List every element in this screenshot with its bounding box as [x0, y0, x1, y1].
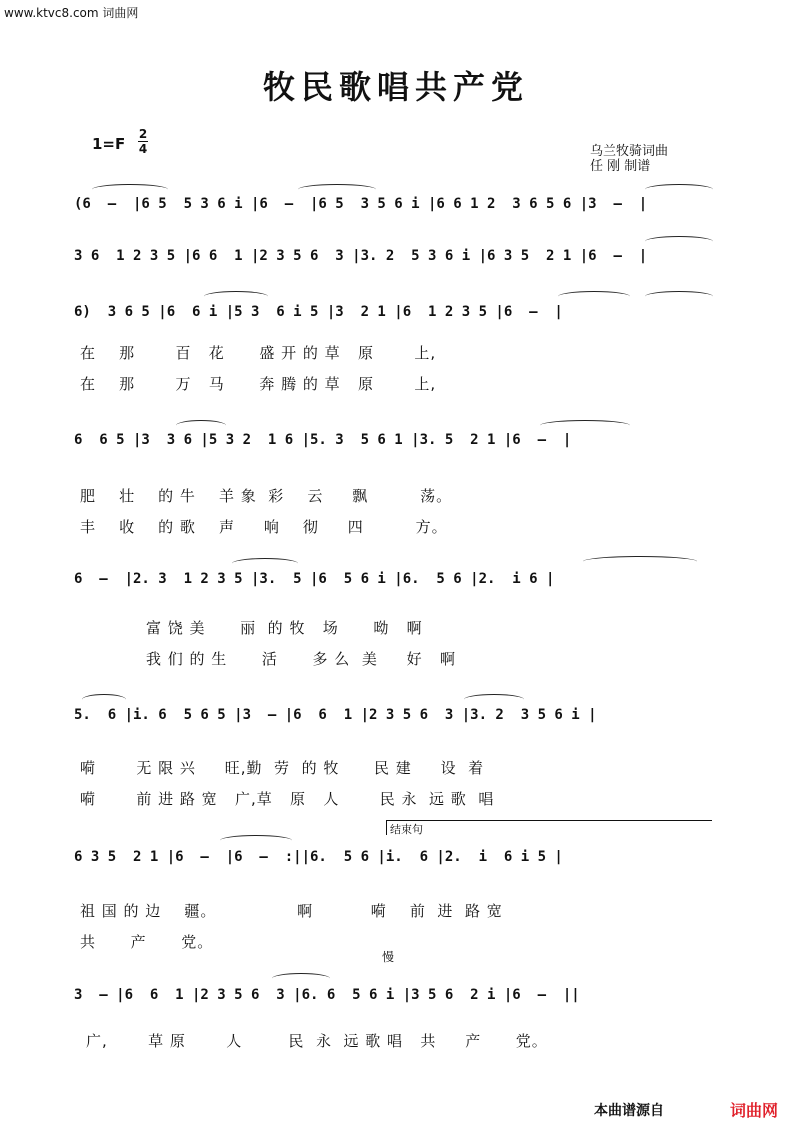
- credit-composer: 乌兰牧骑词曲: [590, 144, 669, 159]
- site-url[interactable]: www.ktvc8.com 词曲网: [4, 6, 139, 20]
- credit-arranger: 任 刚 制谱: [590, 159, 651, 174]
- slur: [645, 184, 713, 195]
- slur: [298, 184, 376, 195]
- lyric-s3-line2: 我 们 的 生 活 多 么 美 好 啊: [146, 650, 456, 668]
- notation-row-7: 6 3 5 2 1 |6 – |6 – :||6. 5 6 |i. 6 |2. i 6 i 5 |: [74, 849, 563, 865]
- notation-row-5: 6 – |2. 3 1 2 3 5 |3. 5 |6 5 6 i |6. 5 6 |2. i 6 |: [74, 571, 555, 587]
- lyric-s4-line1: 嗬 无 限 兴 旺,勤 劳 的 牧 民 建 设 着: [80, 759, 485, 777]
- lyric-s2-line2: 丰 收 的 歌 声 响 彻 四 方。: [80, 518, 448, 536]
- time-signature: [138, 128, 148, 155]
- lyric-s5-line1: 祖 国 的 边 疆。 啊 嗬 前 进 路 宽: [80, 902, 503, 920]
- slur: [204, 291, 268, 302]
- key-signature: 1=F: [92, 135, 126, 153]
- slur: [645, 236, 713, 247]
- notation-row-8: 3 – |6 6 1 |2 3 5 6 3 |6. 6 5 6 i |3 5 6 2 i |6 – ||: [74, 987, 580, 1003]
- slur: [583, 556, 697, 567]
- notation-row-1: (6 – |6 5 5 3 6 i |6 – |6 5 3 5 6 i |6 6 1 2 3 6 5 6 |3 – |: [74, 196, 648, 212]
- song-title: 牧民歌唱共产党: [262, 68, 529, 106]
- lyric-s6-line1: 广, 草 原 人 民 永 远 歌 唱 共 产 党。: [86, 1032, 548, 1050]
- lyric-s2-line1: 肥 壮 的 牛 羊 象 彩 云 飘 荡。: [80, 487, 453, 505]
- tempo-mark: 慢: [382, 950, 395, 964]
- lyric-s1-line1: 在 那 百 花 盛 开 的 草 原 上,: [80, 344, 437, 362]
- slur: [272, 973, 330, 984]
- lyric-s3-line1: 富 饶 美 丽 的 牧 场 呦 啊: [146, 619, 423, 637]
- notation-row-6: 5. 6 |i. 6 5 6 5 |3 – |6 6 1 |2 3 5 6 3 |3. 2 3 5 6 i |: [74, 707, 597, 723]
- slur: [464, 694, 524, 705]
- footer-source: 本曲谱源自: [594, 1103, 664, 1119]
- lyric-s5-line2: 共 产 党。: [80, 933, 214, 951]
- slur: [232, 558, 298, 569]
- time-signature-top: 2: [138, 127, 148, 141]
- slur: [540, 420, 630, 431]
- notation-row-2: 3 6 1 2 3 5 |6 6 1 |2 3 5 6 3 |3. 2 5 3 6 i |6 3 5 2 1 |6 – |: [74, 248, 648, 264]
- slur: [82, 694, 126, 705]
- notation-row-3: 6) 3 6 5 |6 6 i |5 3 6 i 5 |3 2 1 |6 1 2 3 5 |6 – |: [74, 304, 563, 320]
- brand-logo[interactable]: 词曲网: [729, 1101, 778, 1120]
- ending-label: 结束句: [390, 823, 423, 836]
- ending-bracket: [386, 820, 712, 835]
- slur: [558, 291, 630, 302]
- lyric-s4-line2: 嗬 前 进 路 宽 广,草 原 人 民 永 远 歌 唱: [80, 790, 495, 808]
- slur: [92, 184, 168, 195]
- slur: [176, 420, 226, 431]
- time-signature-bottom: 4: [138, 142, 148, 156]
- notation-row-4: 6 6 5 |3 3 6 |5 3 2 1 6 |5. 3 5 6 1 |3. 5 2 1 |6 – |: [74, 432, 572, 448]
- slur: [220, 835, 292, 846]
- slur: [645, 291, 713, 302]
- lyric-s1-line2: 在 那 万 马 奔 腾 的 草 原 上,: [80, 375, 437, 393]
